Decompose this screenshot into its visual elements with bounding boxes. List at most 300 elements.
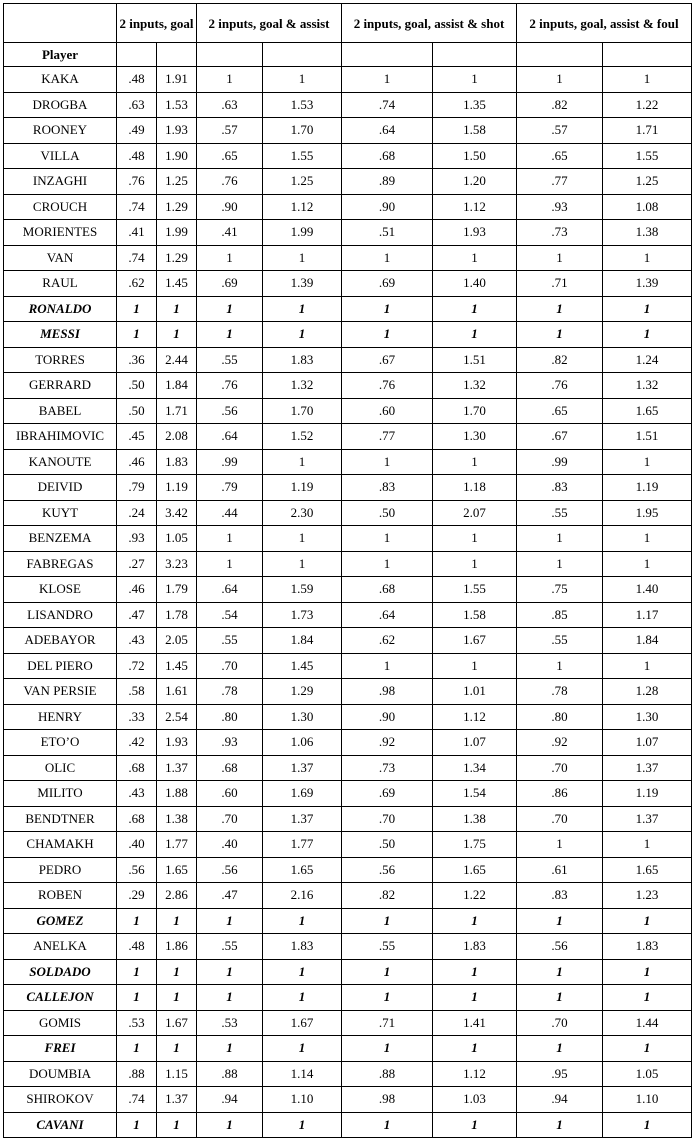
player-name-cell: FREI [4, 1036, 117, 1062]
value-cell: .72 [117, 653, 157, 679]
table-row [4, 704, 692, 730]
table-row [4, 908, 692, 934]
value-cell: 1.12 [433, 1061, 517, 1087]
table-row [4, 832, 692, 858]
value-cell: 1 [263, 245, 342, 271]
value-cell: .99 [517, 449, 603, 475]
value-cell: 1 [157, 908, 197, 934]
value-cell: .54 [197, 602, 263, 628]
table-row [4, 551, 692, 577]
table-row [4, 67, 692, 93]
value-cell: .58 [117, 679, 157, 705]
value-cell: .80 [517, 704, 603, 730]
value-cell: 1 [157, 959, 197, 985]
group-header-goal-assist-foul: 2 inputs, goal, assist & foul [517, 4, 692, 43]
value-cell: .70 [197, 806, 263, 832]
value-cell: .95 [517, 1061, 603, 1087]
value-cell: 1 [263, 1036, 342, 1062]
value-cell: 2.07 [433, 500, 517, 526]
value-cell: 2.08 [157, 424, 197, 450]
table-row [4, 1112, 692, 1138]
value-cell: 1.28 [603, 679, 692, 705]
value-cell: 1 [342, 653, 433, 679]
value-cell: 1 [603, 322, 692, 348]
value-cell: 1 [433, 322, 517, 348]
value-cell: 1.39 [603, 271, 692, 297]
value-cell: .61 [517, 857, 603, 883]
table-row [4, 475, 692, 501]
value-cell: 1.73 [263, 602, 342, 628]
value-cell: 1 [517, 1112, 603, 1138]
value-cell: .55 [197, 934, 263, 960]
value-cell: 1.40 [433, 271, 517, 297]
value-cell: 1.65 [603, 857, 692, 883]
value-cell: 1 [517, 1036, 603, 1062]
player-name-cell: GERRARD [4, 373, 117, 399]
value-cell: 1 [603, 245, 692, 271]
value-cell: .57 [517, 118, 603, 144]
value-cell: 1 [263, 67, 342, 93]
value-cell: 1.17 [603, 602, 692, 628]
value-cell: 1.19 [603, 781, 692, 807]
value-cell: 1 [263, 959, 342, 985]
player-name-cell: INZAGHI [4, 169, 117, 195]
value-cell: .27 [117, 551, 157, 577]
value-cell: .82 [517, 347, 603, 373]
value-cell: 1.79 [157, 577, 197, 603]
player-name-cell: CALLEJON [4, 985, 117, 1011]
value-cell: 1.22 [603, 92, 692, 118]
player-name-cell: MILITO [4, 781, 117, 807]
empty-header-cell [517, 43, 603, 67]
player-name-cell: BENDTNER [4, 806, 117, 832]
player-name-cell: KLOSE [4, 577, 117, 603]
value-cell: 1.59 [263, 577, 342, 603]
value-cell: 1.20 [433, 169, 517, 195]
value-cell: 1.12 [433, 194, 517, 220]
value-cell: 1.14 [263, 1061, 342, 1087]
value-cell: 1 [433, 985, 517, 1011]
empty-header-cell [157, 43, 197, 67]
value-cell: 1.83 [263, 934, 342, 960]
table-row [4, 296, 692, 322]
value-cell: 1 [117, 1112, 157, 1138]
value-cell: 1.12 [263, 194, 342, 220]
value-cell: .41 [197, 220, 263, 246]
table-row [4, 169, 692, 195]
value-cell: 1 [603, 296, 692, 322]
value-cell: 1 [157, 322, 197, 348]
value-cell: 2.44 [157, 347, 197, 373]
player-name-cell: VILLA [4, 143, 117, 169]
value-cell: .79 [197, 475, 263, 501]
player-name-cell: IBRAHIMOVIC [4, 424, 117, 450]
value-cell: 1.70 [263, 118, 342, 144]
value-cell: 1 [433, 908, 517, 934]
value-cell: 1.37 [157, 755, 197, 781]
value-cell: 1.54 [433, 781, 517, 807]
value-cell: .33 [117, 704, 157, 730]
value-cell: .71 [517, 271, 603, 297]
value-cell: .53 [117, 1010, 157, 1036]
value-cell: .57 [197, 118, 263, 144]
value-cell: 1.24 [603, 347, 692, 373]
value-cell: .24 [117, 500, 157, 526]
value-cell: 1 [433, 296, 517, 322]
value-cell: 1 [433, 1036, 517, 1062]
value-cell: 1.19 [263, 475, 342, 501]
value-cell: .86 [517, 781, 603, 807]
value-cell: 1.37 [603, 806, 692, 832]
value-cell: .43 [117, 628, 157, 654]
value-cell: 1 [263, 296, 342, 322]
value-cell: .68 [117, 806, 157, 832]
value-cell: .55 [517, 500, 603, 526]
value-cell: 1.65 [157, 857, 197, 883]
empty-header-cell [433, 43, 517, 67]
value-cell: 1.22 [433, 883, 517, 909]
value-cell: .41 [117, 220, 157, 246]
value-cell: 1 [197, 959, 263, 985]
value-cell: 1.25 [603, 169, 692, 195]
value-cell: .40 [197, 832, 263, 858]
value-cell: .76 [517, 373, 603, 399]
player-column-header: Player [4, 43, 117, 67]
value-cell: .90 [342, 704, 433, 730]
value-cell: .92 [517, 730, 603, 756]
value-cell: 1.03 [433, 1087, 517, 1113]
player-name-cell: CAVANI [4, 1112, 117, 1138]
table-row [4, 679, 692, 705]
value-cell: .94 [517, 1087, 603, 1113]
value-cell: .67 [517, 424, 603, 450]
value-cell: 2.54 [157, 704, 197, 730]
player-name-cell: DOUMBIA [4, 1061, 117, 1087]
table-row [4, 1010, 692, 1036]
value-cell: .92 [342, 730, 433, 756]
value-cell: .50 [342, 500, 433, 526]
player-name-cell: MORIENTES [4, 220, 117, 246]
value-cell: 1.07 [603, 730, 692, 756]
value-cell: 1.23 [603, 883, 692, 909]
value-cell: 1.15 [157, 1061, 197, 1087]
value-cell: .56 [517, 934, 603, 960]
value-cell: 1.29 [263, 679, 342, 705]
value-cell: 1 [342, 296, 433, 322]
table-row [4, 92, 692, 118]
value-cell: 1.55 [433, 577, 517, 603]
value-cell: .89 [342, 169, 433, 195]
empty-header-cell [197, 43, 263, 67]
value-cell: 1.45 [157, 653, 197, 679]
value-cell: .83 [342, 475, 433, 501]
value-cell: 1 [117, 1036, 157, 1062]
value-cell: .76 [197, 373, 263, 399]
value-cell: .69 [197, 271, 263, 297]
player-name-cell: RAUL [4, 271, 117, 297]
value-cell: 2.05 [157, 628, 197, 654]
table-row [4, 1036, 692, 1062]
player-name-cell: TORRES [4, 347, 117, 373]
value-cell: 1 [603, 67, 692, 93]
value-cell: .65 [517, 143, 603, 169]
value-cell: .82 [517, 92, 603, 118]
value-cell: 1 [263, 322, 342, 348]
value-cell: .47 [117, 602, 157, 628]
value-cell: 1 [342, 959, 433, 985]
value-cell: .55 [342, 934, 433, 960]
value-cell: .80 [197, 704, 263, 730]
value-cell: 1.51 [603, 424, 692, 450]
value-cell: .60 [342, 398, 433, 424]
value-cell: 1.58 [433, 118, 517, 144]
value-cell: 1.83 [157, 449, 197, 475]
value-cell: .36 [117, 347, 157, 373]
value-cell: .98 [342, 679, 433, 705]
value-cell: 1.86 [157, 934, 197, 960]
table-row [4, 347, 692, 373]
player-name-cell: SOLDADO [4, 959, 117, 985]
value-cell: .83 [517, 475, 603, 501]
value-cell: 1.45 [157, 271, 197, 297]
value-cell: .56 [197, 857, 263, 883]
value-cell: 1 [433, 526, 517, 552]
value-cell: 1.07 [433, 730, 517, 756]
value-cell: 1.91 [157, 67, 197, 93]
table-row [4, 143, 692, 169]
value-cell: 1.45 [263, 653, 342, 679]
value-cell: .88 [342, 1061, 433, 1087]
table-row [4, 500, 692, 526]
value-cell: 1 [517, 551, 603, 577]
value-cell: .63 [117, 92, 157, 118]
value-cell: .77 [342, 424, 433, 450]
value-cell: 1 [117, 322, 157, 348]
value-cell: 1 [433, 1112, 517, 1138]
value-cell: 1 [342, 1112, 433, 1138]
value-cell: 1.71 [603, 118, 692, 144]
value-cell: 1 [433, 67, 517, 93]
value-cell: 1.35 [433, 92, 517, 118]
value-cell: 1 [433, 653, 517, 679]
player-name-cell: DEIVID [4, 475, 117, 501]
value-cell: .70 [517, 1010, 603, 1036]
value-cell: 1.19 [603, 475, 692, 501]
value-cell: 1.08 [603, 194, 692, 220]
value-cell: 1 [342, 245, 433, 271]
value-cell: 1.93 [157, 730, 197, 756]
player-name-cell: CROUCH [4, 194, 117, 220]
value-cell: 2.30 [263, 500, 342, 526]
value-cell: 1.01 [433, 679, 517, 705]
value-cell: 1.10 [603, 1087, 692, 1113]
value-cell: 2.16 [263, 883, 342, 909]
value-cell: 1 [603, 653, 692, 679]
player-name-cell: LISANDRO [4, 602, 117, 628]
value-cell: .53 [197, 1010, 263, 1036]
value-cell: 1 [433, 245, 517, 271]
value-cell: 1.55 [603, 143, 692, 169]
value-cell: .79 [117, 475, 157, 501]
value-cell: .73 [517, 220, 603, 246]
value-cell: 1 [117, 908, 157, 934]
table-row [4, 883, 692, 909]
value-cell: 1.65 [433, 857, 517, 883]
player-name-cell: RONALDO [4, 296, 117, 322]
value-cell: 1 [603, 959, 692, 985]
value-cell: 1 [342, 985, 433, 1011]
value-cell: .43 [117, 781, 157, 807]
value-cell: 1.40 [603, 577, 692, 603]
value-cell: .70 [342, 806, 433, 832]
player-name-cell: BABEL [4, 398, 117, 424]
table-row [4, 653, 692, 679]
value-cell: 1.38 [603, 220, 692, 246]
value-cell: 1.05 [603, 1061, 692, 1087]
value-cell: 1 [342, 908, 433, 934]
efficiency-table [3, 3, 692, 1138]
value-cell: 1.93 [433, 220, 517, 246]
value-cell: .70 [517, 806, 603, 832]
value-cell: .94 [197, 1087, 263, 1113]
value-cell: 1 [197, 985, 263, 1011]
value-cell: .29 [117, 883, 157, 909]
value-cell: .48 [117, 67, 157, 93]
value-cell: 1 [517, 985, 603, 1011]
player-name-cell: ANELKA [4, 934, 117, 960]
value-cell: 1 [263, 526, 342, 552]
value-cell: 1 [433, 449, 517, 475]
value-cell: 1 [157, 1112, 197, 1138]
player-name-cell: GOMEZ [4, 908, 117, 934]
value-cell: 1 [197, 296, 263, 322]
value-cell: 1 [433, 551, 517, 577]
value-cell: 1.70 [263, 398, 342, 424]
group-header-row [4, 4, 692, 43]
value-cell: .76 [342, 373, 433, 399]
value-cell: 1 [197, 1036, 263, 1062]
empty-header-cell [603, 43, 692, 67]
value-cell: 3.42 [157, 500, 197, 526]
value-cell: 1.34 [433, 755, 517, 781]
value-cell: 1 [603, 985, 692, 1011]
value-cell: .71 [342, 1010, 433, 1036]
value-cell: 1 [603, 526, 692, 552]
value-cell: .46 [117, 577, 157, 603]
value-cell: .64 [197, 577, 263, 603]
value-cell: 1.65 [603, 398, 692, 424]
value-cell: 1.53 [263, 92, 342, 118]
player-name-cell: FABREGAS [4, 551, 117, 577]
table-row [4, 194, 692, 220]
value-cell: .55 [517, 628, 603, 654]
value-cell: 1.84 [263, 628, 342, 654]
table-row [4, 424, 692, 450]
player-name-cell: ROBEN [4, 883, 117, 909]
value-cell: 1.29 [157, 245, 197, 271]
empty-header-cell [117, 43, 157, 67]
player-name-cell: DROGBA [4, 92, 117, 118]
blank-header-cell [4, 4, 117, 43]
value-cell: .90 [197, 194, 263, 220]
value-cell: 1 [603, 832, 692, 858]
player-name-cell: OLIC [4, 755, 117, 781]
value-cell: 1.10 [263, 1087, 342, 1113]
value-cell: .55 [197, 347, 263, 373]
value-cell: .78 [197, 679, 263, 705]
value-cell: 1 [603, 908, 692, 934]
value-cell: 1.32 [603, 373, 692, 399]
value-cell: 1 [342, 322, 433, 348]
value-cell: 1 [342, 1036, 433, 1062]
table-row [4, 1087, 692, 1113]
sub-header-row [4, 43, 692, 67]
value-cell: 1 [117, 985, 157, 1011]
value-cell: .68 [197, 755, 263, 781]
table-row [4, 959, 692, 985]
value-cell: .67 [342, 347, 433, 373]
value-cell: .60 [197, 781, 263, 807]
value-cell: 1.37 [603, 755, 692, 781]
table-row [4, 934, 692, 960]
value-cell: 1 [517, 526, 603, 552]
value-cell: .74 [117, 194, 157, 220]
value-cell: 1.30 [433, 424, 517, 450]
value-cell: .50 [117, 373, 157, 399]
table-row [4, 1061, 692, 1087]
value-cell: 1.18 [433, 475, 517, 501]
value-cell: .48 [117, 934, 157, 960]
table-row [4, 271, 692, 297]
value-cell: 1 [117, 959, 157, 985]
value-cell: 1 [603, 1036, 692, 1062]
value-cell: 1 [433, 959, 517, 985]
value-cell: 1 [517, 653, 603, 679]
value-cell: 1 [342, 449, 433, 475]
value-cell: 1 [197, 551, 263, 577]
value-cell: 3.23 [157, 551, 197, 577]
value-cell: .70 [197, 653, 263, 679]
value-cell: .62 [342, 628, 433, 654]
value-cell: 1.37 [263, 806, 342, 832]
table-row [4, 245, 692, 271]
value-cell: 1.69 [263, 781, 342, 807]
value-cell: 1 [263, 551, 342, 577]
value-cell: 1 [263, 449, 342, 475]
value-cell: 1 [517, 296, 603, 322]
value-cell: 1.75 [433, 832, 517, 858]
value-cell: 1 [517, 959, 603, 985]
value-cell: .50 [117, 398, 157, 424]
value-cell: 1.58 [433, 602, 517, 628]
value-cell: 1.93 [157, 118, 197, 144]
value-cell: 1.67 [433, 628, 517, 654]
table-row [4, 755, 692, 781]
value-cell: 1.50 [433, 143, 517, 169]
value-cell: 1 [342, 67, 433, 93]
value-cell: .78 [517, 679, 603, 705]
value-cell: .56 [197, 398, 263, 424]
value-cell: .82 [342, 883, 433, 909]
value-cell: .88 [117, 1061, 157, 1087]
value-cell: 1.78 [157, 602, 197, 628]
empty-header-cell [263, 43, 342, 67]
table-row [4, 857, 692, 883]
value-cell: 1.37 [157, 1087, 197, 1113]
value-cell: .69 [342, 271, 433, 297]
value-cell: 1.70 [433, 398, 517, 424]
value-cell: 1 [197, 1112, 263, 1138]
